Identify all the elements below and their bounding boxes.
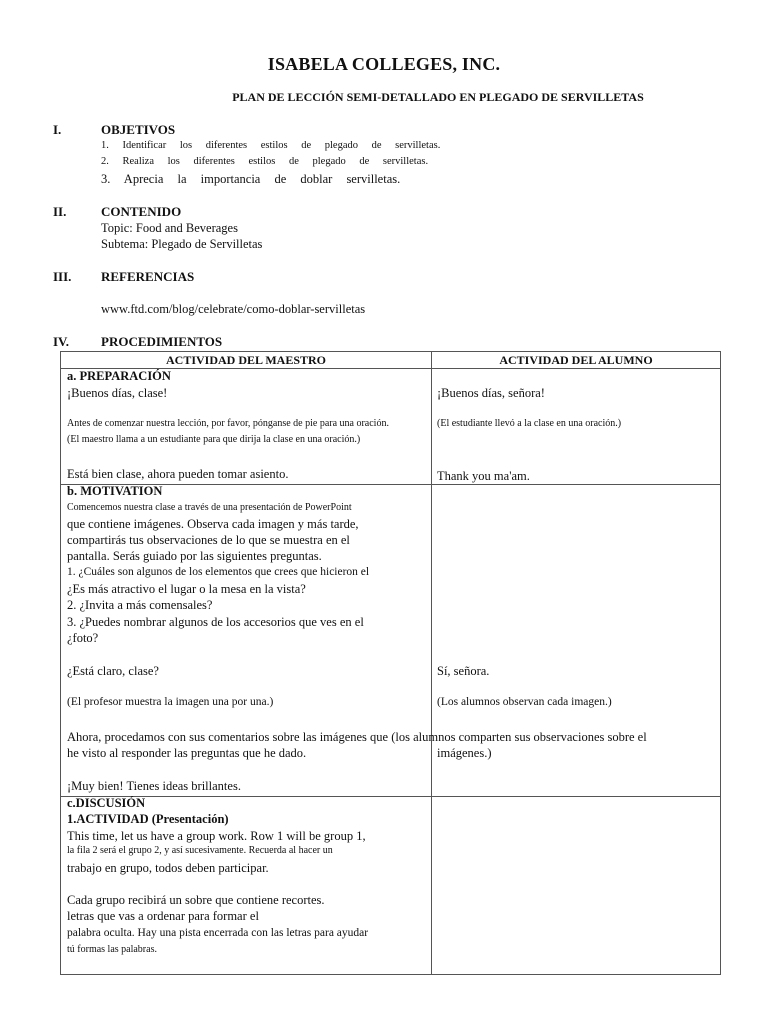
motivation-line: ¿Es más atractivo el lugar o la mesa en la vista? (67, 582, 306, 596)
row-divider (61, 796, 720, 797)
section-4-heading: PROCEDIMIENTOS (101, 334, 223, 349)
header-teacher-activity: ACTIVIDAD DEL MAESTRO (165, 353, 327, 367)
discussion-line: trabajo en grupo, todos deben participar. (67, 861, 269, 875)
prep-heading: a. PREPARACIÓN (67, 369, 171, 383)
objective-1: 1. Identificar los diferentes estilos de plegado de servilletas. (101, 140, 441, 151)
discussion-line: letras que vas a ordenar para formar el (67, 909, 259, 923)
objective-2: 2. Realiza los diferentes estilos de plegado de servilletas. (101, 156, 429, 167)
discussion-line: la fila 2 será el grupo 2, y así sucesivamente. Recuerda al hacer un (67, 845, 333, 856)
discussion-line: tú formas las palabras. (67, 944, 157, 955)
discussion-line: This time, let us have a group work. Row 1 will be group 1, (67, 829, 366, 843)
motivation-teacher-clear: ¿Está claro, clase? (67, 664, 159, 678)
motivation-teacher-show: (El profesor muestra la imagen una por una.) (67, 696, 274, 708)
section-2-number: II. (53, 204, 67, 219)
document-subtitle: PLAN DE LECCIÓN SEMI-DETALLADO EN PLEGADO DE SERVILLETAS (232, 90, 644, 104)
prep-student-greeting: ¡Buenos días, señora! (437, 386, 545, 400)
prep-teacher-greeting: ¡Buenos días, clase! (67, 386, 168, 400)
motivation-teacher-now-cont: he visto al responder las preguntas que he dado. (67, 746, 307, 760)
prep-teacher-note: (El maestro llama a un estudiante para que dirija la clase en una oración.) (67, 434, 361, 445)
motivation-line: pantalla. Serás guiado por las siguientes preguntas. (67, 549, 322, 563)
motivation-heading: b. MOTIVATION (67, 484, 163, 498)
section-3-number: III. (53, 269, 72, 284)
motivation-student-yes: Sí, señora. (437, 664, 490, 678)
discussion-line: palabra oculta. Hay una pista encerrada con las letras para ayudar (67, 927, 369, 939)
objective-3: 3. Aprecia la importancia de doblar servilletas. (101, 172, 401, 186)
motivation-question-3: 3. ¿Puedes nombrar algunos de los accesorios que ves en el (67, 615, 364, 629)
prep-teacher-prayer: Antes de comenzar nuestra lección, por favor, pónganse de pie para una oración. (67, 418, 389, 429)
motivation-student-images: imágenes.) (437, 746, 492, 760)
section-1-number: I. (53, 122, 62, 137)
motivation-student-observe: (Los alumnos observan cada imagen.) (437, 696, 612, 708)
motivation-teacher-now: Ahora, procedamos con sus comentarios sobre las imágenes que (los alumnos comparten sus observaciones sobre el (67, 730, 647, 744)
document-title: ISABELA COLLEGES, INC. (267, 54, 501, 74)
procedures-table (60, 351, 721, 975)
motivation-line: que contiene imágenes. Observa cada imagen y más tarde, (67, 517, 359, 531)
section-3-heading: REFERENCIAS (101, 269, 195, 284)
motivation-question-2: 2. ¿Invita a más comensales? (67, 598, 213, 612)
section-4-number: IV. (53, 334, 70, 349)
prep-student-prayer: (El estudiante llevó a la clase en una oración.) (437, 418, 622, 429)
motivation-line: ¿foto? (67, 631, 99, 645)
discussion-line: Cada grupo recibirá un sobre que contiene recortes. (67, 893, 325, 907)
motivation-question-1: 1. ¿Cuáles son algunos de los elementos que crees que hicieron el (67, 566, 370, 578)
section-1-heading: OBJETIVOS (101, 122, 176, 137)
section-2-heading: CONTENIDO (101, 204, 182, 219)
content-subtopic: Subtema: Plegado de Servilletas (101, 237, 263, 251)
content-topic: Topic: Food and Beverages (101, 221, 238, 235)
motivation-teacher-praise: ¡Muy bien! Tienes ideas brillantes. (67, 779, 241, 793)
activity-heading: 1.ACTIVIDAD (Presentación) (67, 812, 229, 826)
header-student-activity: ACTIVIDAD DEL ALUMNO (499, 353, 653, 367)
motivation-line: compartirás tus observaciones de lo que se muestra en el (67, 533, 350, 547)
motivation-line: Comencemos nuestra clase a través de una presentación de PowerPoint (67, 502, 352, 513)
prep-teacher-sit: Está bien clase, ahora pueden tomar asiento. (67, 467, 289, 481)
discussion-heading: c.DISCUSIÓN (67, 796, 146, 810)
column-divider (431, 352, 432, 974)
prep-student-thanks: Thank you ma'am. (437, 469, 530, 483)
reference-link[interactable]: www.ftd.com/blog/celebrate/como-doblar-servilletas (101, 302, 366, 316)
